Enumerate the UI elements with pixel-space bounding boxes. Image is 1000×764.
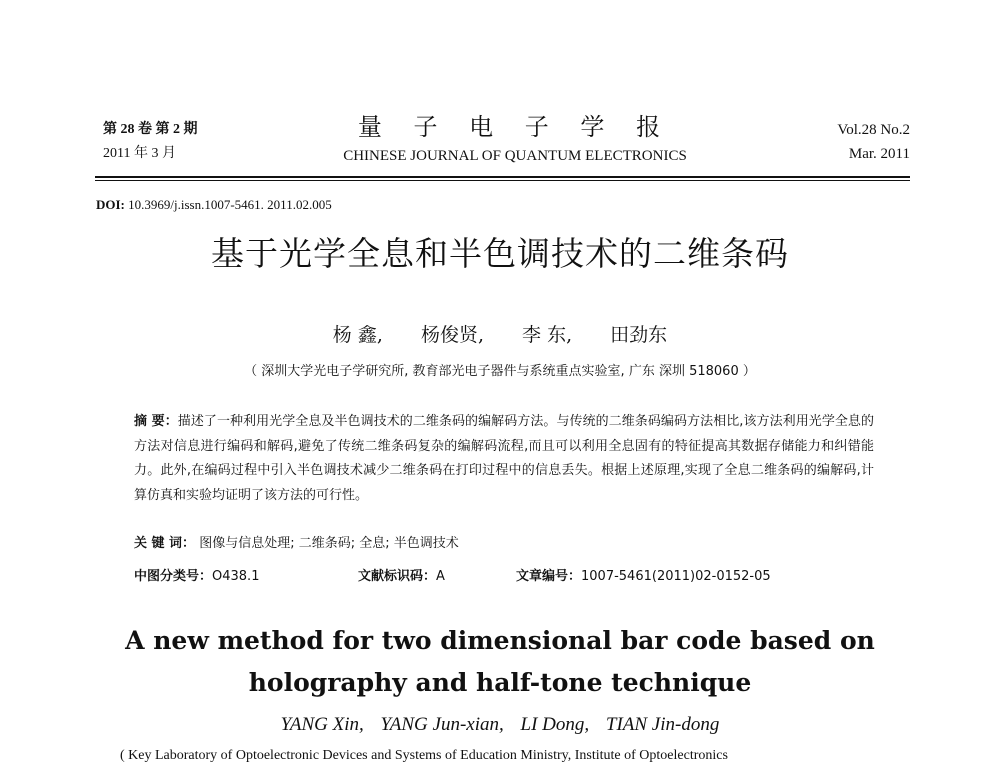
header-rule-thin xyxy=(95,180,910,181)
authors-cn xyxy=(0,320,1000,347)
volume-cn: 第 28 卷 第 2 期 xyxy=(103,122,198,137)
clc-label: 中图分类号： xyxy=(134,569,213,584)
author-cn-1: 杨 鑫, xyxy=(332,324,383,346)
title-en-line-2: holography and half-tone technique xyxy=(248,668,752,697)
author-cn-3: 李 东, xyxy=(522,324,573,346)
date-cn: 2011 年 3 月 xyxy=(103,146,176,161)
doc-code-label: 文献标识码： xyxy=(358,569,437,584)
abstract-text: 描述了一种利用光学全息及半色调技术的二维条码的编解码方法。与传统的二维条码编码方法相比,该方法利用光学全息的方法对信息进行编码和解码,避免了传统二维条码复杂的编解码流程,而且可以利用全息固有的特征提高其数据存储能力和纠错能力。此外,在编码过程中引入半色调技术减少二维条码在打印过程中的信息丢失。根据上述原理,实现了全息二维条码的编解码,计算仿真和实验均证明了该方法的可行性。 xyxy=(134,414,874,503)
doi-value[interactable]: 10.3969/j.issn.1007-5461. 2011.02.005 xyxy=(128,197,332,212)
paper-title-cn: 基于光学全息和半色调技术的二维条码 xyxy=(211,234,789,273)
article-number-value: 1007-5461(2011)02-0152-05 xyxy=(581,569,771,584)
author-en-2: YANG Jun-xian, xyxy=(380,714,504,735)
abstract-cn xyxy=(134,410,874,508)
author-cn-2: 杨俊贤, xyxy=(420,324,484,346)
abstract-label: 摘 要： xyxy=(134,414,178,429)
author-en-4: TIAN Jin-dong xyxy=(605,714,720,735)
keywords-cn xyxy=(134,532,459,551)
article-number-label: 文章编号： xyxy=(516,569,582,584)
doi-label: DOI: xyxy=(96,197,125,212)
doc-code-value: A xyxy=(436,569,445,584)
keywords-text: 图像与信息处理; 二维条码; 全息; 半色调技术 xyxy=(199,536,459,551)
header-rule-thick xyxy=(95,176,910,178)
author-en-3: LI Dong, xyxy=(520,714,590,735)
affiliation-en: ( Key Laboratory of Optoelectronic Devices and Systems of Education Ministry, Institute of Optoelectronics xyxy=(120,748,728,763)
volume-en: Vol.28 No.2 xyxy=(837,122,910,138)
journal-title-en: CHINESE JOURNAL OF QUANTUM ELECTRONICS xyxy=(343,148,687,164)
title-en-line-1: A new method for two dimensional bar code based on xyxy=(125,626,875,655)
journal-header xyxy=(300,112,730,168)
clc-value: O438.1 xyxy=(212,569,260,584)
authors-en xyxy=(0,714,1000,736)
keywords-label: 关 键 词： xyxy=(134,536,196,551)
paper-title-en xyxy=(0,620,1000,704)
affiliation-cn: （ 深圳大学光电子学研究所, 教育部光电子器件与系统重点实验室, 广东 深圳 518060 ） xyxy=(244,364,756,379)
doi-line xyxy=(96,197,332,213)
header-right xyxy=(837,118,910,166)
journal-title-cn: 量 子 电 子 学 报 xyxy=(357,113,673,141)
header-left xyxy=(103,118,198,166)
date-en: Mar. 2011 xyxy=(848,146,910,162)
author-en-1: YANG Xin, xyxy=(280,714,364,735)
author-cn-4: 田劲东 xyxy=(610,324,668,346)
classification-line xyxy=(134,565,914,584)
